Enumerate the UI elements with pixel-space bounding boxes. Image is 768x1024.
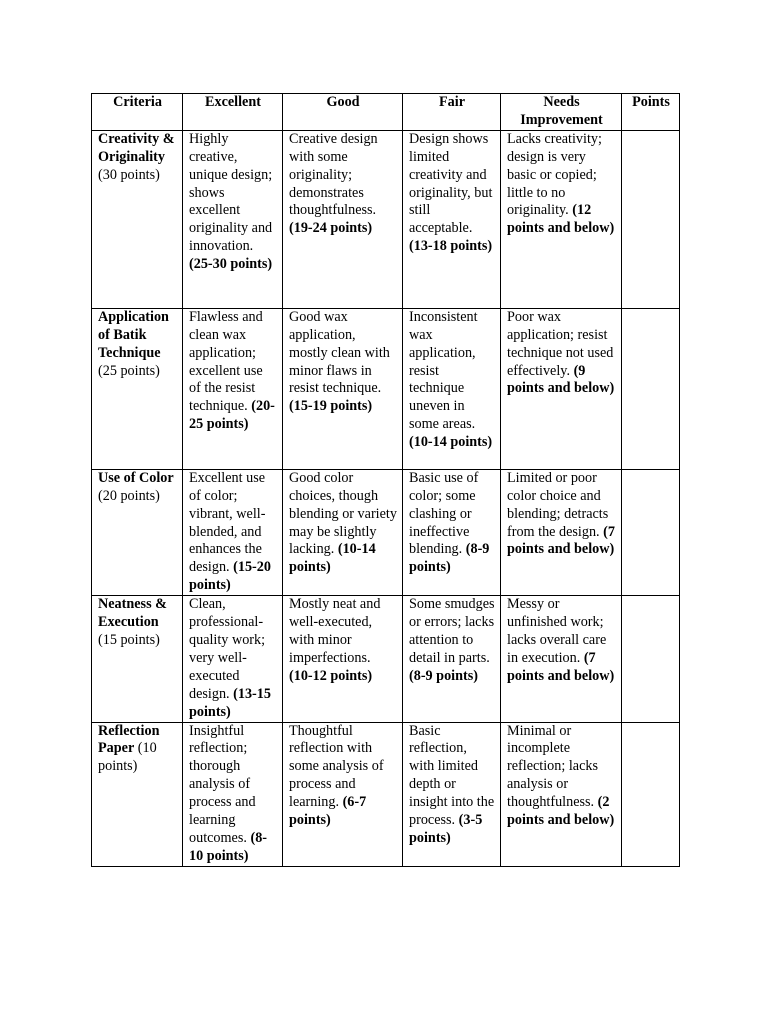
points-score-cell[interactable]	[622, 469, 680, 595]
cell-good	[283, 722, 403, 866]
rubric-table	[91, 93, 680, 867]
cell-excellent	[183, 722, 283, 866]
criteria-cell	[92, 596, 183, 722]
header-points: Points	[622, 94, 680, 131]
descriptor-text: Poor wax application; resist technique not used effectively.	[507, 308, 614, 379]
cell-fair	[403, 722, 501, 866]
point-range: (10-12 points)	[289, 667, 373, 684]
point-range: (15-19 points)	[289, 398, 373, 415]
descriptor-text: Limited or poor color choice and blending; detracts from the design.	[507, 469, 609, 540]
points-score-cell[interactable]	[622, 308, 680, 469]
descriptor-text: Clean, professional-quality work; very well-executed design.	[189, 596, 266, 702]
point-range: (6-7 points)	[289, 794, 367, 829]
cell-needs-improvement	[501, 130, 622, 308]
point-range: (10-14 points)	[409, 434, 493, 451]
descriptor-text: Some smudges or errors; lacks attention to detail in parts.	[409, 596, 495, 666]
point-range: (12 points and below)	[507, 202, 615, 237]
points-score-cell[interactable]	[622, 722, 680, 866]
point-range: (7 points and below)	[507, 649, 615, 684]
descriptor-text: Inconsistent wax application, resist technique uneven in some areas.	[409, 308, 478, 433]
criteria-name: Use of Color	[98, 469, 174, 486]
point-range: (8-9 points)	[409, 541, 490, 576]
point-range: (13-18 points)	[409, 238, 493, 255]
cell-needs-improvement	[501, 469, 622, 595]
table-row	[92, 596, 680, 722]
criteria-weight: (15 points)	[98, 631, 160, 648]
point-range: (20-25 points)	[189, 398, 275, 433]
header-good: Good	[283, 94, 403, 131]
cell-good	[283, 308, 403, 469]
header-row	[92, 94, 680, 131]
points-score-cell[interactable]	[622, 596, 680, 722]
point-range: (15-20 points)	[189, 559, 271, 594]
point-range: (2 points and below)	[507, 794, 615, 829]
cell-excellent	[183, 596, 283, 722]
cell-fair	[403, 308, 501, 469]
criteria-cell	[92, 722, 183, 866]
criteria-weight: (30 points)	[98, 166, 160, 183]
cell-needs-improvement	[501, 722, 622, 866]
descriptor-text: Basic use of color; some clashing or ineffective blending.	[409, 469, 479, 558]
criteria-name: Application of Batik Technique	[98, 308, 169, 361]
descriptor-text: Basic reflection, with limited depth or insight into the process.	[409, 722, 495, 829]
descriptor-text: Good wax application, mostly clean with minor flaws in resist technique.	[289, 308, 390, 397]
criteria-weight: (10 points)	[98, 740, 157, 775]
cell-excellent	[183, 130, 283, 308]
descriptor-text: Good color choices, though blending or variety may be slightly lacking.	[289, 469, 397, 558]
header-criteria: Criteria	[92, 94, 183, 131]
cell-needs-improvement	[501, 596, 622, 722]
header-needs-improvement: Needs Improvement	[501, 94, 622, 131]
cell-needs-improvement	[501, 308, 622, 469]
table-row	[92, 722, 680, 866]
criteria-weight: (20 points)	[98, 487, 160, 504]
cell-excellent	[183, 308, 283, 469]
descriptor-text: Insightful reflection; thorough analysis of process and learning outcomes.	[189, 722, 256, 846]
point-range: (19-24 points)	[289, 220, 373, 237]
point-range: (10-14 points)	[289, 541, 376, 576]
descriptor-text: Flawless and clean wax application; excellent use of the resist technique.	[189, 308, 263, 415]
criteria-name: Creativity & Originality	[98, 130, 175, 165]
table-row	[92, 469, 680, 595]
table-row	[92, 308, 680, 469]
table-row	[92, 130, 680, 308]
point-range: (3-5 points)	[409, 812, 483, 846]
cell-excellent	[183, 469, 283, 595]
criteria-cell	[92, 308, 183, 469]
point-range: (9 points and below)	[507, 362, 615, 397]
descriptor-text: Thoughtful reflection with some analysis of process and learning.	[289, 722, 384, 811]
criteria-weight: (25 points)	[98, 362, 160, 379]
descriptor-text: Design shows limited creativity and originality, but still acceptable.	[409, 130, 493, 237]
cell-fair	[403, 469, 501, 595]
point-range: (25-30 points)	[189, 256, 273, 273]
criteria-name: Reflection Paper	[98, 722, 160, 757]
descriptor-text: Excellent use of color; vibrant, well-blended, and enhances the design.	[189, 469, 266, 576]
criteria-name: Neatness & Execution	[98, 596, 167, 631]
cell-fair	[403, 596, 501, 722]
descriptor-text: Minimal or incomplete reflection; lacks analysis or thoughtfulness.	[507, 722, 598, 811]
descriptor-text: Highly creative, unique design; shows excellent originality and innovation.	[189, 130, 273, 255]
header-fair: Fair	[403, 94, 501, 131]
criteria-cell	[92, 130, 183, 308]
descriptor-text: Messy or unfinished work; lacks overall care in execution.	[507, 596, 607, 666]
cell-good	[283, 596, 403, 722]
cell-good	[283, 469, 403, 595]
point-range: (8-9 points)	[409, 667, 478, 684]
point-range: (7 points and below)	[507, 523, 615, 558]
point-range: (8-10 points)	[189, 829, 268, 864]
descriptor-text: Lacks creativity; design is very basic or copied; little to no originality.	[507, 130, 602, 219]
criteria-cell	[92, 469, 183, 595]
cell-fair	[403, 130, 501, 308]
point-range: (13-15 points)	[189, 685, 271, 720]
descriptor-text: Mostly neat and well-executed, with minor imperfections.	[289, 596, 381, 666]
points-score-cell[interactable]	[622, 130, 680, 308]
cell-good	[283, 130, 403, 308]
descriptor-text: Creative design with some originality; demonstrates thoughtfulness.	[289, 130, 378, 219]
header-excellent: Excellent	[183, 94, 283, 131]
